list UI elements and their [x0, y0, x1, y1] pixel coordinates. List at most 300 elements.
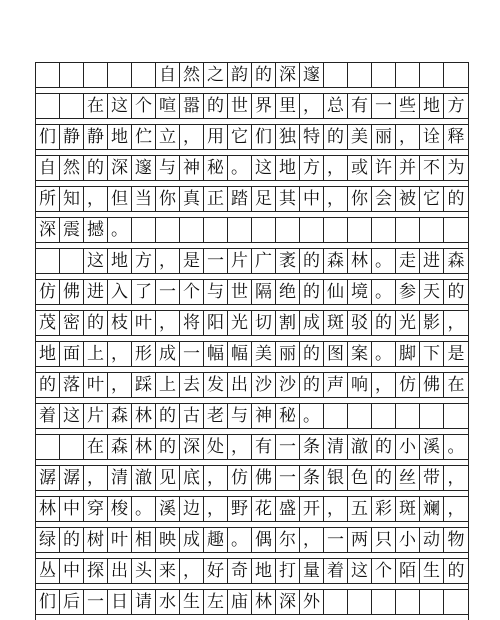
grid-cell: 立 [156, 125, 180, 149]
grid-cell: 发 [204, 373, 228, 397]
grid-cell: 仿 [396, 373, 420, 397]
grid-cell: 的 [372, 466, 396, 490]
grid-cell: ， [108, 373, 132, 397]
grid-cell: 进 [420, 249, 444, 273]
grid-cell: 深 [276, 590, 300, 614]
grid-cell: 色 [348, 466, 372, 490]
grid-cell: 与 [228, 404, 252, 428]
grid-cell: 的 [447, 189, 465, 209]
grid-cell: 底 [180, 466, 204, 490]
grid-cell: 趣 [204, 528, 228, 552]
grid-cell: 走 [396, 249, 420, 273]
grid-cell: 外 [300, 590, 324, 614]
grid-cell: 幅 [204, 342, 228, 366]
grid-cell: 佛 [252, 466, 276, 490]
grid-cell: 的 [84, 156, 108, 180]
grid-cell: ， [372, 373, 396, 397]
grid-cell: 两 [348, 528, 372, 552]
grid-cell: 释 [447, 127, 465, 147]
grid-cell: 梭 [108, 497, 132, 521]
grid-row [36, 496, 468, 522]
grid-cell: 静 [60, 125, 84, 149]
grid-cell: 叶 [84, 373, 108, 397]
grid-cell: 盛 [276, 497, 300, 521]
grid-cell: 方 [132, 249, 156, 273]
grid-cell: 仙 [324, 280, 348, 304]
grid-cell: 偶 [252, 528, 276, 552]
grid-cell: 出 [228, 373, 252, 397]
grid-cell [396, 63, 420, 87]
grid-cell: ， [447, 499, 465, 519]
grid-row [36, 434, 468, 460]
grid-cell: 。 [372, 249, 396, 273]
grid-cell: 所 [36, 187, 60, 211]
grid-cell: 地 [276, 156, 300, 180]
grid-cell: 邃 [132, 156, 156, 180]
grid-cell: 澈 [348, 435, 372, 459]
grid-cell: 的 [252, 63, 276, 87]
grid-cell: 神 [252, 404, 276, 428]
grid-cell: 。 [132, 497, 156, 521]
grid-cell: 这 [108, 94, 132, 118]
grid-cell: 割 [276, 311, 300, 335]
grid-cell [36, 94, 60, 118]
grid-cell: 仿 [36, 280, 60, 304]
grid-cell [252, 218, 276, 242]
grid-cell: 彩 [372, 497, 396, 521]
grid-cell: 与 [204, 280, 228, 304]
grid-cell [36, 435, 60, 459]
grid-cell: 上 [84, 342, 108, 366]
grid-cell: 其 [276, 187, 300, 211]
grid-cell: 们 [36, 125, 60, 149]
grid-cell: ， [447, 313, 465, 333]
grid-cell: 成 [156, 342, 180, 366]
grid-cell: 秘 [204, 156, 228, 180]
grid-cell: 的 [300, 249, 324, 273]
grid-cell: 这 [348, 559, 372, 583]
grid-cell: 仿 [228, 466, 252, 490]
grid-cell: 入 [108, 280, 132, 304]
grid-cell: 与 [156, 156, 180, 180]
grid-cell: 静 [84, 125, 108, 149]
grid-cell: 澈 [132, 466, 156, 490]
grid-cell: 去 [180, 373, 204, 397]
grid-cell: 一 [84, 590, 108, 614]
grid-cell: 一 [324, 528, 348, 552]
grid-cell [372, 63, 396, 87]
grid-cell: 嚣 [180, 94, 204, 118]
grid-cell: 的 [372, 435, 396, 459]
grid-cell [276, 218, 300, 242]
grid-row [36, 248, 468, 274]
grid-cell: 的 [300, 280, 324, 304]
grid-row [36, 155, 468, 181]
grid-cell: 阳 [204, 311, 228, 335]
grid-cell: 的 [447, 282, 465, 302]
grid-cell: 深 [180, 435, 204, 459]
grid-cell: 。 [108, 218, 132, 242]
grid-cell: 成 [180, 528, 204, 552]
grid-cell [36, 249, 60, 273]
grid-cell: 绿 [36, 528, 60, 552]
grid-cell: 天 [420, 280, 444, 304]
grid-cell: 广 [252, 249, 276, 273]
grid-cell: 的 [36, 373, 60, 397]
grid-cell: 会 [372, 187, 396, 211]
grid-cell: 隔 [252, 280, 276, 304]
grid-cell: 深 [276, 63, 300, 87]
grid-cell [204, 218, 228, 242]
grid-cell: 韵 [228, 63, 252, 87]
grid-cell [444, 63, 468, 87]
grid-cell [156, 218, 180, 242]
grid-cell: 绝 [276, 280, 300, 304]
grid-cell: 些 [396, 94, 420, 118]
grid-cell: 知 [60, 187, 84, 211]
grid-cell: 有 [252, 435, 276, 459]
grid-cell: ， [108, 342, 132, 366]
grid-cell: 撼 [84, 218, 108, 242]
grid-cell: 斓 [420, 497, 444, 521]
grid-cell: 佛 [420, 373, 444, 397]
grid-cell: ， [228, 435, 252, 459]
grid-cell [324, 590, 348, 614]
grid-cell [60, 63, 84, 87]
grid-cell: 条 [300, 466, 324, 490]
grid-cell [132, 218, 156, 242]
grid-cell: 光 [228, 311, 252, 335]
grid-cell: 方 [300, 156, 324, 180]
grid-cell: 并 [396, 156, 420, 180]
grid-cell: 相 [132, 528, 156, 552]
grid-cell: 斑 [396, 497, 420, 521]
grid-cell: 地 [420, 94, 444, 118]
grid-cell: ， [156, 311, 180, 335]
grid-cell [108, 63, 132, 87]
grid-cell: 用 [204, 125, 228, 149]
grid-cell [348, 590, 372, 614]
grid-cell: ， [396, 125, 420, 149]
grid-cell [348, 63, 372, 87]
grid-cell [324, 63, 348, 87]
grid-cell: 后 [60, 590, 84, 614]
grid-cell: 界 [252, 94, 276, 118]
grid-cell: 一 [276, 435, 300, 459]
grid-cell: 们 [252, 125, 276, 149]
grid-cell: 请 [132, 590, 156, 614]
grid-cell: 来 [156, 559, 180, 583]
grid-cell: 声 [324, 373, 348, 397]
grid-cell: 形 [132, 342, 156, 366]
grid-cell [180, 218, 204, 242]
grid-cell: 是 [180, 249, 204, 273]
grid-cell [372, 404, 396, 428]
grid-cell: 密 [60, 311, 84, 335]
grid-cell: 足 [252, 187, 276, 211]
grid-cell: 溪 [420, 435, 444, 459]
grid-cell: 邃 [300, 63, 324, 87]
grid-cell: 袤 [276, 249, 300, 273]
grid-cell: 伫 [132, 125, 156, 149]
grid-cell: 你 [156, 187, 180, 211]
grid-cell: 左 [204, 590, 228, 614]
grid-cell: 自 [36, 156, 60, 180]
grid-cell: 条 [300, 435, 324, 459]
grid-cell: ， [180, 559, 204, 583]
grid-cell: 动 [420, 528, 444, 552]
grid-cell: 生 [180, 590, 204, 614]
grid-row [36, 186, 468, 212]
grid-cell: 。 [372, 280, 396, 304]
grid-cell: 的 [204, 94, 228, 118]
grid-cell [396, 590, 420, 614]
grid-cell: 沙 [252, 373, 276, 397]
grid-cell: 地 [108, 125, 132, 149]
grid-cell: 秘 [276, 404, 300, 428]
grid-cell: 一 [276, 466, 300, 490]
grid-cell: 个 [372, 559, 396, 583]
grid-cell: 叶 [132, 311, 156, 335]
grid-cell: 在 [84, 435, 108, 459]
grid-cell: 美 [252, 342, 276, 366]
grid-cell: ， [156, 249, 180, 273]
grid-cell [324, 218, 348, 242]
grid-cell: 叶 [108, 528, 132, 552]
grid-cell: 这 [60, 404, 84, 428]
grid-cell: 踩 [132, 373, 156, 397]
grid-cell: 有 [348, 94, 372, 118]
grid-cell: 映 [156, 528, 180, 552]
grid-cell: ， [84, 187, 108, 211]
grid-cell: ， [180, 125, 204, 149]
grid-cell: 之 [204, 63, 228, 87]
grid-cell: 诠 [420, 125, 444, 149]
grid-cell: 是 [447, 344, 465, 364]
grid-cell: 清 [108, 466, 132, 490]
grid-cell: 处 [204, 435, 228, 459]
grid-cell: 个 [132, 94, 156, 118]
grid-row [36, 558, 468, 584]
grid-cell: 带 [420, 466, 444, 490]
grid-cell: 你 [348, 187, 372, 211]
grid-cell: 在 [84, 94, 108, 118]
grid-cell: 中 [300, 187, 324, 211]
grid-cell: 尔 [276, 528, 300, 552]
grid-cell: 森 [324, 249, 348, 273]
grid-cell: 当 [132, 187, 156, 211]
grid-cell: 头 [132, 559, 156, 583]
grid-cell: ， [84, 466, 108, 490]
grid-cell: ， [300, 94, 324, 118]
grid-cell [60, 249, 84, 273]
grid-cell: 然 [180, 63, 204, 87]
grid-cell: 案 [348, 342, 372, 366]
grid-cell: 参 [396, 280, 420, 304]
grid-cell: 幅 [228, 342, 252, 366]
grid-cell: 这 [252, 156, 276, 180]
grid-cell: 穿 [84, 497, 108, 521]
grid-cell: 只 [372, 528, 396, 552]
grid-cell: 溪 [156, 497, 180, 521]
grid-cell: 切 [252, 311, 276, 335]
grid-cell: 清 [324, 435, 348, 459]
grid-cell: 它 [420, 187, 444, 211]
grid-row [36, 372, 468, 398]
grid-cell: 的 [84, 311, 108, 335]
grid-cell: 林 [348, 249, 372, 273]
grid-cell: 。 [372, 342, 396, 366]
grid-cell [348, 218, 372, 242]
grid-cell: 下 [420, 342, 444, 366]
grid-cell: 好 [204, 559, 228, 583]
grid-cell: 里 [276, 94, 300, 118]
grid-cell [84, 63, 108, 87]
grid-cell [420, 590, 444, 614]
grid-cell: 。 [300, 404, 324, 428]
grid-cell [60, 94, 84, 118]
grid-cell: 森 [108, 435, 132, 459]
grid-cell: 面 [60, 342, 84, 366]
grid-cell: 许 [372, 156, 396, 180]
grid-cell [372, 590, 396, 614]
grid-cell: 古 [180, 404, 204, 428]
grid-cell: 中 [60, 497, 84, 521]
grid-cell: 响 [348, 373, 372, 397]
grid-cell: 为 [447, 158, 465, 178]
grid-cell: 银 [324, 466, 348, 490]
grid-cell: ， [324, 187, 348, 211]
grid-cell: 它 [228, 125, 252, 149]
grid-cell: 小 [396, 528, 420, 552]
grid-cell: 美 [348, 125, 372, 149]
grid-cell: 边 [180, 497, 204, 521]
grid-cell: 成 [300, 311, 324, 335]
grid-cell: 日 [108, 590, 132, 614]
grid-cell: 真 [180, 187, 204, 211]
grid-cell: 们 [36, 590, 60, 614]
grid-cell: 奇 [228, 559, 252, 583]
grid-cell: 小 [396, 435, 420, 459]
grid-cell [444, 590, 468, 614]
grid-cell: 境 [348, 280, 372, 304]
grid-cell: 沙 [276, 373, 300, 397]
grid-cell: 片 [228, 249, 252, 273]
grid-cell: 的 [447, 561, 465, 581]
grid-row [36, 124, 468, 150]
grid-cell: 的 [324, 125, 348, 149]
grid-cell: 出 [108, 559, 132, 583]
grid-cell: 上 [156, 373, 180, 397]
grid-cell: 潺 [36, 466, 60, 490]
grid-cell [372, 218, 396, 242]
grid-cell: ， [300, 528, 324, 552]
grid-cell: ， [324, 156, 348, 180]
grid-cell: 中 [60, 559, 84, 583]
grid-cell: 独 [276, 125, 300, 149]
grid-cell: 花 [252, 497, 276, 521]
grid-cell: 树 [84, 528, 108, 552]
grid-cell: 总 [324, 94, 348, 118]
grid-cell: 一 [180, 342, 204, 366]
grid-cell: 将 [180, 311, 204, 335]
grid-cell: 地 [252, 559, 276, 583]
grid-row [36, 310, 468, 336]
grid-cell [36, 63, 60, 87]
grid-cell: 野 [228, 497, 252, 521]
grid-cell: 一 [156, 280, 180, 304]
grid-cell: 林 [36, 497, 60, 521]
grid-cell: 物 [447, 530, 465, 550]
grid-cell: 震 [60, 218, 84, 242]
grid-cell: 陌 [396, 559, 420, 583]
grid-cell: 驳 [348, 311, 372, 335]
grid-cell: 踏 [228, 187, 252, 211]
grid-cell: 。 [447, 437, 465, 457]
grid-cell: 影 [420, 311, 444, 335]
grid-cell: 在 [447, 375, 465, 395]
grid-cell [228, 218, 252, 242]
grid-cell: 或 [348, 156, 372, 180]
grid-cell: 丛 [36, 559, 60, 583]
grid-cell: 世 [228, 94, 252, 118]
grid-cell: 着 [324, 559, 348, 583]
grid-row [36, 589, 468, 615]
grid-cell: 。 [228, 156, 252, 180]
grid-cell: 的 [372, 311, 396, 335]
grid-cell: 丽 [372, 125, 396, 149]
grid-cell: 但 [108, 187, 132, 211]
grid-row [36, 279, 468, 305]
grid-cell: ， [204, 466, 228, 490]
grid-cell: 林 [252, 590, 276, 614]
grid-row [36, 403, 468, 429]
manuscript-grid [35, 62, 469, 620]
grid-cell: ， [447, 468, 465, 488]
grid-cell: 庙 [228, 590, 252, 614]
grid-cell: 林 [132, 435, 156, 459]
grid-cell: 特 [300, 125, 324, 149]
grid-cell [420, 63, 444, 87]
grid-cell: 森 [447, 251, 465, 271]
grid-cell: 斑 [324, 311, 348, 335]
grid-row [36, 527, 468, 553]
grid-cell [444, 218, 468, 242]
grid-row [36, 465, 468, 491]
grid-cell: 开 [300, 497, 324, 521]
grid-cell: 方 [447, 96, 465, 116]
grid-cell [132, 63, 156, 87]
grid-cell: 深 [108, 156, 132, 180]
grid-cell: 片 [84, 404, 108, 428]
grid-cell: 喧 [156, 94, 180, 118]
grid-cell: 正 [204, 187, 228, 211]
grid-cell [444, 404, 468, 428]
grid-cell: 的 [300, 373, 324, 397]
grid-cell: 五 [348, 497, 372, 521]
grid-cell: 探 [84, 559, 108, 583]
grid-cell: 一 [204, 249, 228, 273]
grid-cell: 。 [228, 528, 252, 552]
grid-cell: 丝 [396, 466, 420, 490]
grid-cell: 落 [60, 373, 84, 397]
grid-cell: 森 [108, 404, 132, 428]
grid-cell: 潺 [60, 466, 84, 490]
grid-cell: 生 [420, 559, 444, 583]
grid-cell: 着 [36, 404, 60, 428]
grid-cell: 的 [300, 342, 324, 366]
grid-cell [324, 404, 348, 428]
